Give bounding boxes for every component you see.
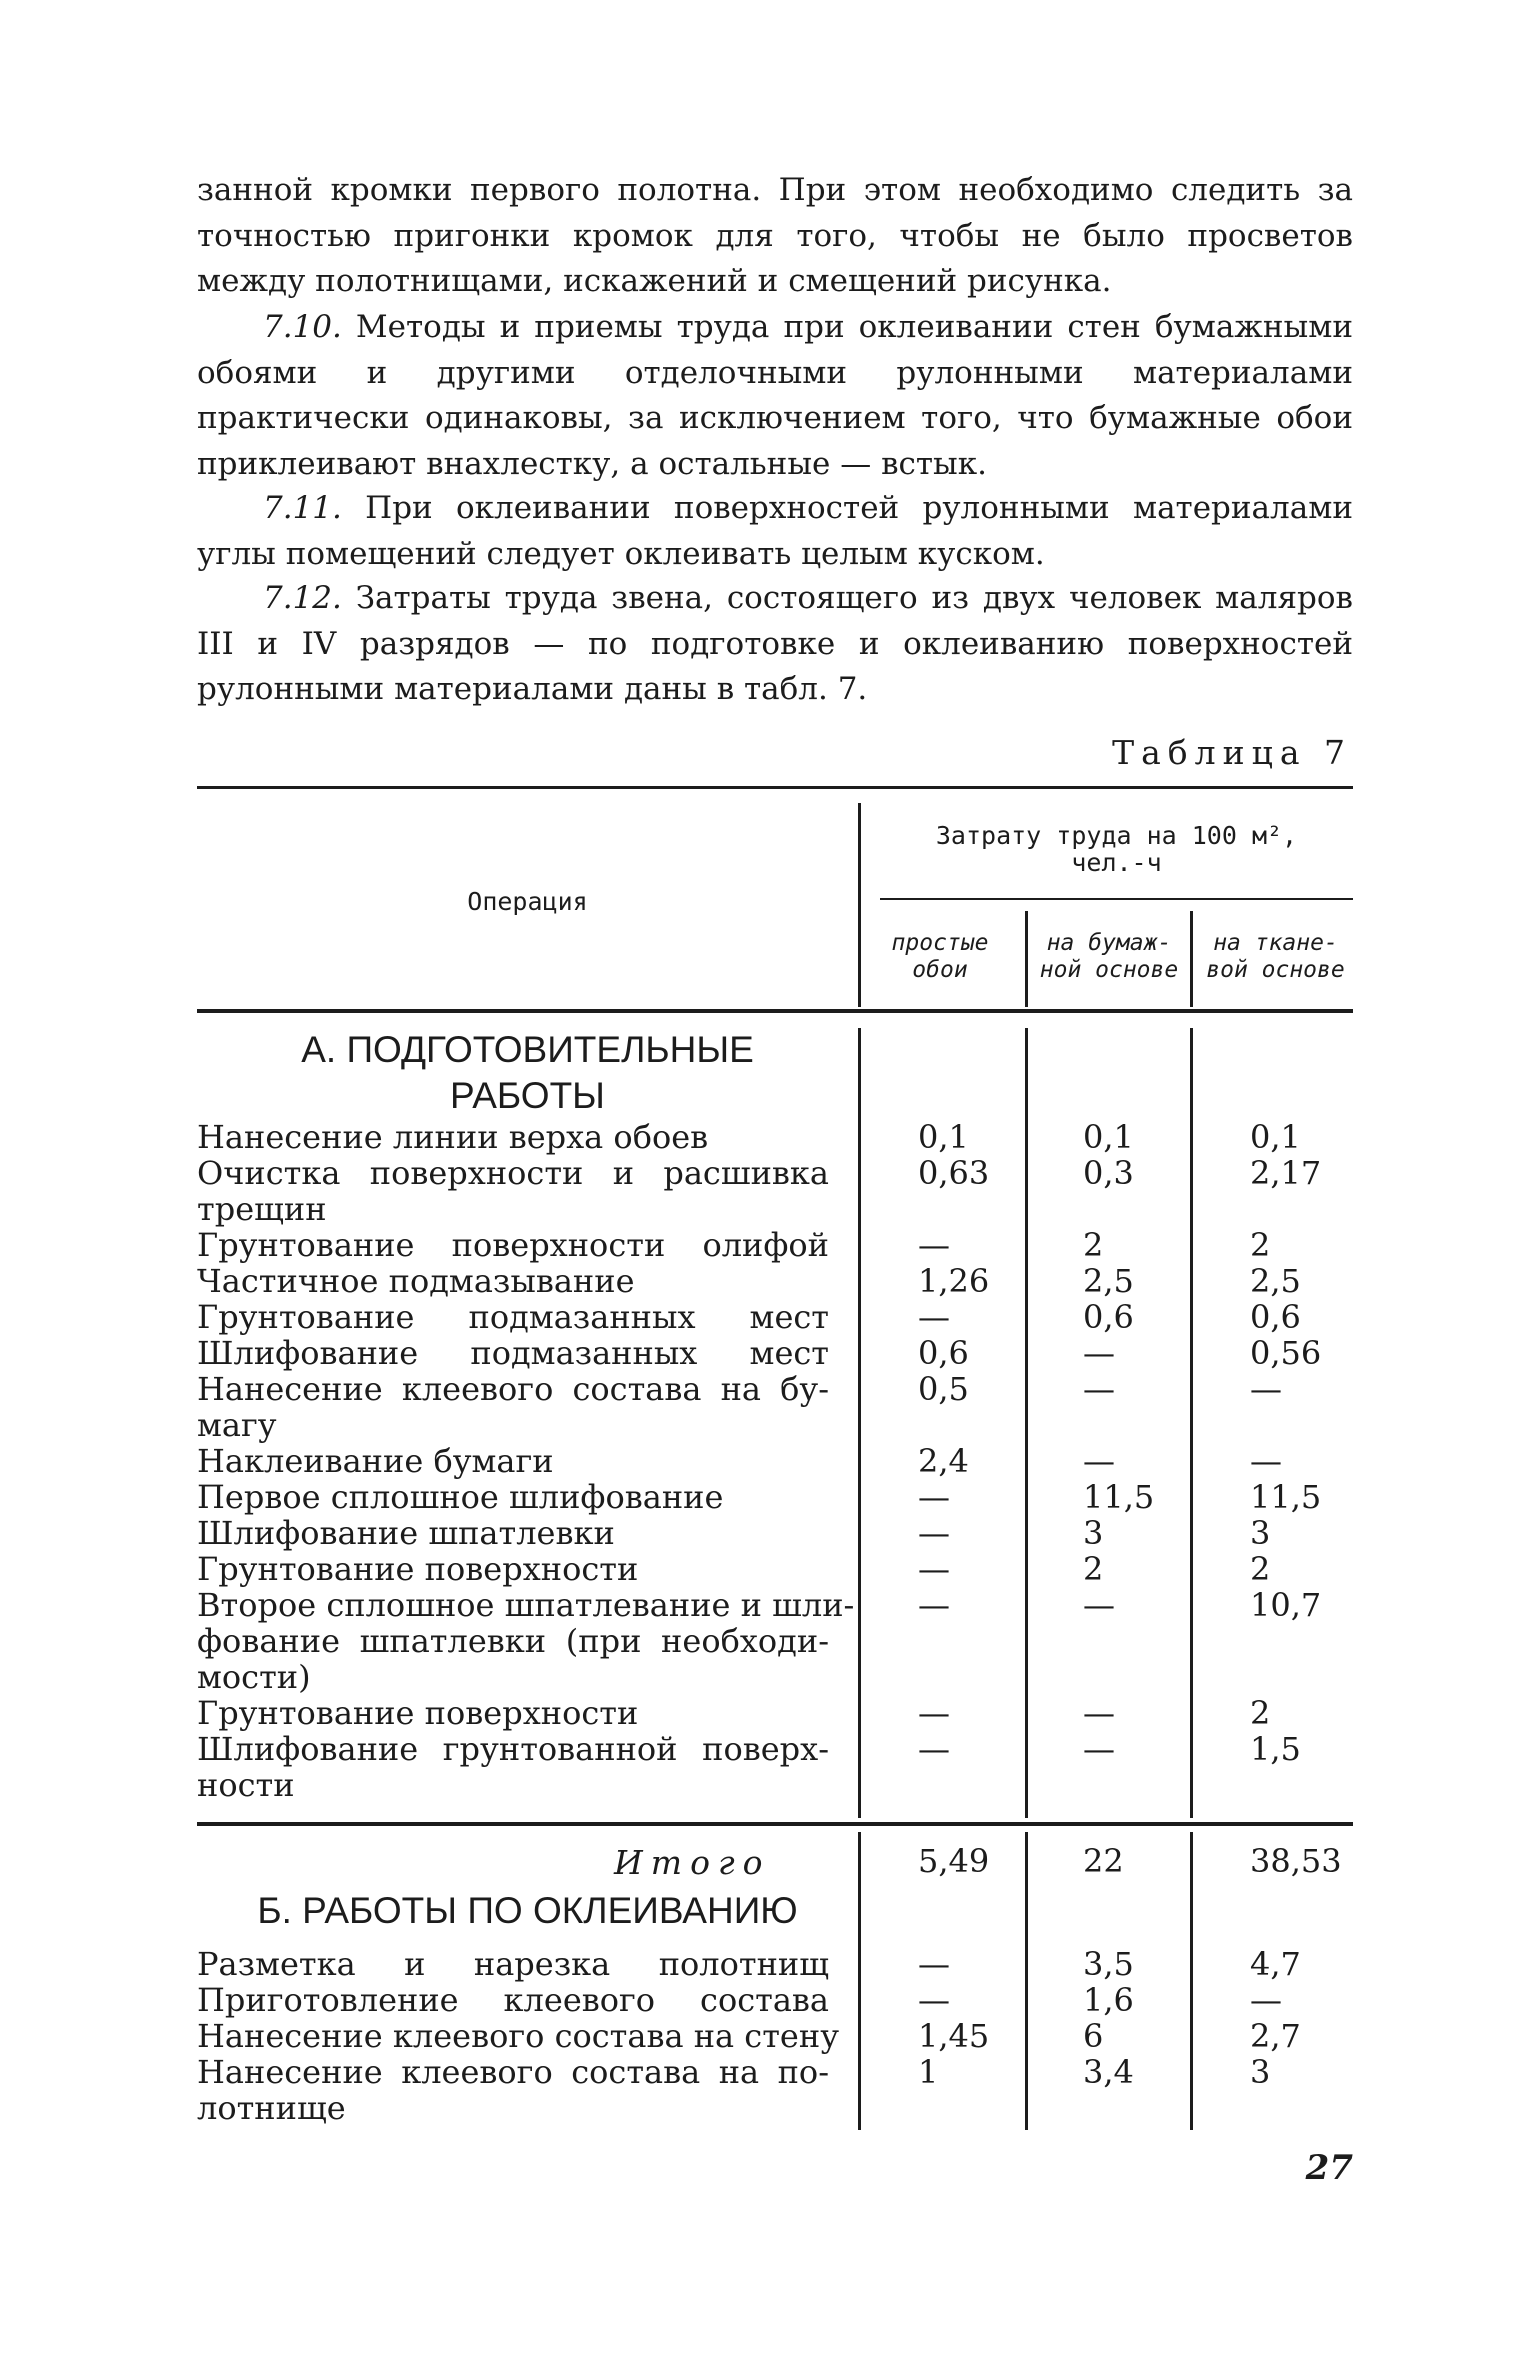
value-paper: 2 (1083, 1226, 1104, 1264)
table-row-continuation (0, 1623, 1535, 1659)
value-paper: 3 (1083, 1514, 1104, 1552)
operation-text: Очистка поверхности и расшивка (197, 1154, 829, 1192)
value-plain: 1,45 (918, 2017, 990, 2055)
value-paper: 6 (1083, 2017, 1104, 2055)
value-fabric: 4,7 (1250, 1945, 1301, 1983)
operation-text: Грунтование поверхности (197, 1550, 639, 1588)
value-paper: 1,6 (1083, 1981, 1134, 2019)
table-row (0, 2018, 1535, 2054)
value-fabric: 1,5 (1250, 1730, 1301, 1768)
table-row (0, 1335, 1535, 1371)
paragraph-text: Методы и приемы труда при оклеивании стен бумажными обоями и другими отделочными рулонными материалами практически одинаковы, за исключением того, что бумажные обои приклеивают внахлестку, а остальные — встык. (197, 309, 1353, 482)
header-group-line1: Затрату труда на 100 м², (935, 821, 1298, 850)
table-row-continuation (0, 1407, 1535, 1443)
value-plain: 0,63 (918, 1154, 990, 1192)
value-plain: — (918, 1226, 950, 1264)
value-fabric: 3 (1250, 1514, 1271, 1552)
operation-text: Нанесение линии верха обоев (197, 1118, 709, 1156)
value-fabric: 11,5 (1250, 1478, 1322, 1516)
value-fabric: 2 (1250, 1550, 1271, 1588)
header-group (880, 822, 1353, 876)
section-a-line2: РАБОТЫ (450, 1075, 605, 1116)
table-row (0, 1587, 1535, 1623)
operation-text: Нанесение клеевого состава на стену (197, 2017, 840, 2055)
section-a-line1: А. ПОДГОТОВИТЕЛЬНЫЕ (301, 1029, 754, 1070)
value-fabric: 2,7 (1250, 2017, 1301, 2055)
operation-text: Шлифование шпатлевки (197, 1514, 615, 1552)
value-paper: 0,6 (1083, 1298, 1134, 1336)
paragraph-number: 7.11. (263, 490, 342, 526)
table-row (0, 1982, 1535, 2018)
value-paper: — (1083, 1370, 1115, 1408)
header-col-paper-line2: ной основе (1039, 957, 1179, 983)
paragraph-7-12 (197, 576, 1353, 713)
value-paper: 3,4 (1083, 2053, 1134, 2091)
table-top-rule (197, 786, 1353, 789)
operation-text: ности (197, 1766, 295, 1804)
operation-text: Разметка и нарезка полотнищ (197, 1945, 829, 1983)
header-group-line2: чел.-ч (1071, 848, 1162, 877)
value-fabric: 0,1 (1250, 1118, 1301, 1156)
value-fabric: 3 (1250, 2053, 1271, 2091)
operation-text: Второе сплошное шпатлевание и шли- (197, 1586, 855, 1624)
value-plain: — (918, 1586, 950, 1624)
table-row (0, 1695, 1535, 1731)
value-plain: — (918, 1694, 950, 1732)
value-plain: 0,1 (918, 1118, 969, 1156)
header-col-paper-line1: на бумаж- (1046, 930, 1172, 956)
table-row (0, 1371, 1535, 1407)
operation-text: Шлифование грунтованной поверх- (197, 1730, 829, 1768)
value-plain: 1,26 (918, 1262, 990, 1300)
value-paper: — (1083, 1334, 1115, 1372)
operation-text: Нанесение клеевого состава на бу- (197, 1370, 829, 1408)
paragraph-text: При оклеивании поверхностей рулонными материалами углы помещений следует оклеивать целым куском. (197, 490, 1353, 572)
value-fabric: 2,5 (1250, 1262, 1301, 1300)
total-label: Итого (614, 1843, 771, 1882)
value-fabric: — (1250, 1370, 1282, 1408)
operation-text: трещин (197, 1190, 327, 1228)
value-plain: — (918, 1730, 950, 1768)
value-plain: — (918, 1945, 950, 1983)
table-row-continuation (0, 1191, 1535, 1227)
total-row (0, 1843, 1535, 1879)
value-fabric: — (1250, 1442, 1282, 1480)
operation-text: Шлифование подмазанных мест (197, 1334, 829, 1372)
page-number: 27 (1305, 2148, 1353, 2188)
table-row (0, 1946, 1535, 1982)
value-paper: 11,5 (1083, 1478, 1155, 1516)
table-row (0, 1299, 1535, 1335)
paragraph-continuation: занной кромки первого полотна. При этом необходимо следить за точностью пригонки кромок для того, чтобы не было просветов между полотнищами, искажений и смещений рисунка. (197, 172, 1353, 299)
table-row-continuation (0, 1767, 1535, 1803)
value-fabric: 2,17 (1250, 1154, 1322, 1192)
table-row (0, 1515, 1535, 1551)
value-fabric: 2 (1250, 1226, 1271, 1264)
table-row-continuation (0, 2090, 1535, 2126)
header-col-plain-line1: простые (891, 930, 989, 956)
paragraph-7-11 (197, 486, 1353, 577)
value-plain: 2,4 (918, 1442, 969, 1480)
table-row (0, 1731, 1535, 1767)
section-b-heading: Б. РАБОТЫ ПО ОКЛЕИВАНИЮ (257, 1890, 798, 1931)
value-fabric: — (1250, 1981, 1282, 2019)
section-a-heading (197, 1027, 858, 1119)
total-paper: 22 (1083, 1842, 1124, 1880)
value-plain: — (918, 1478, 950, 1516)
operation-text: Частичное подмазывание (197, 1262, 635, 1300)
value-paper: 3,5 (1083, 1945, 1134, 1983)
paragraph-7-10 (197, 305, 1353, 487)
value-fabric: 2 (1250, 1694, 1271, 1732)
total-fabric: 38,53 (1250, 1842, 1342, 1880)
value-paper: 0,1 (1083, 1118, 1134, 1156)
operation-text: Грунтование поверхности (197, 1694, 639, 1732)
value-paper: — (1083, 1586, 1115, 1624)
header-col-fabric-line2: вой основе (1206, 957, 1345, 983)
table-row (0, 1479, 1535, 1515)
value-paper: — (1083, 1442, 1115, 1480)
value-plain: 0,5 (918, 1370, 969, 1408)
header-operation: Операция (467, 887, 588, 916)
header-col-plain (850, 930, 1030, 984)
operation-text: Приготовление клеевого состава (197, 1981, 829, 2019)
operation-text: магу (197, 1406, 277, 1444)
value-plain: — (918, 1298, 950, 1336)
header-bottom-rule (197, 1009, 1353, 1013)
value-paper: 2 (1083, 1550, 1104, 1588)
value-fabric: 0,56 (1250, 1334, 1322, 1372)
value-paper: — (1083, 1730, 1115, 1768)
paragraph-text: Затраты труда звена, состоящего из двух человек маляров III и IV разрядов — по подготовке и оклеиванию поверхностей рулонными материалами даны в табл. 7. (197, 580, 1353, 707)
table-row (0, 1227, 1535, 1263)
value-fabric: 10,7 (1250, 1586, 1322, 1624)
table-row-continuation (0, 1659, 1535, 1695)
value-plain: 0,6 (918, 1334, 969, 1372)
value-paper: 2,5 (1083, 1262, 1134, 1300)
section-a-bottom-rule (197, 1822, 1353, 1826)
table-caption: Таблица 7 (1112, 733, 1352, 772)
paragraph-number: 7.10. (263, 309, 342, 345)
header-group-rule (880, 898, 1353, 900)
operation-text: Первое сплошное шлифование (197, 1478, 724, 1516)
table-row (0, 2054, 1535, 2090)
operation-text: Грунтование подмазанных мест (197, 1298, 829, 1336)
operation-text: мости) (197, 1658, 311, 1696)
operation-text: фование шпатлевки (при необходи- (197, 1622, 829, 1660)
value-paper: 0,3 (1083, 1154, 1134, 1192)
operation-text: Нанесение клеевого состава на по- (197, 2053, 829, 2091)
table-row (0, 1119, 1535, 1155)
operation-text: Наклеивание бумаги (197, 1442, 554, 1480)
total-plain: 5,49 (918, 1842, 990, 1880)
header-col-plain-line2: обои (912, 957, 968, 983)
value-plain: — (918, 1981, 950, 2019)
value-plain: — (918, 1514, 950, 1552)
value-plain: 1 (918, 2053, 939, 2091)
header-col-fabric (1193, 930, 1358, 984)
operation-text: Грунтование поверхности олифой (197, 1226, 829, 1264)
header-col-fabric-line1: на ткане- (1213, 930, 1338, 956)
value-plain: — (918, 1550, 950, 1588)
paragraph-number: 7.12. (263, 580, 342, 616)
header-col-paper (1028, 930, 1190, 984)
table-row (0, 1155, 1535, 1191)
value-paper: — (1083, 1694, 1115, 1732)
table-row (0, 1263, 1535, 1299)
table-row (0, 1551, 1535, 1587)
value-fabric: 0,6 (1250, 1298, 1301, 1336)
table-row (0, 1443, 1535, 1479)
operation-text: лотнище (197, 2089, 346, 2127)
